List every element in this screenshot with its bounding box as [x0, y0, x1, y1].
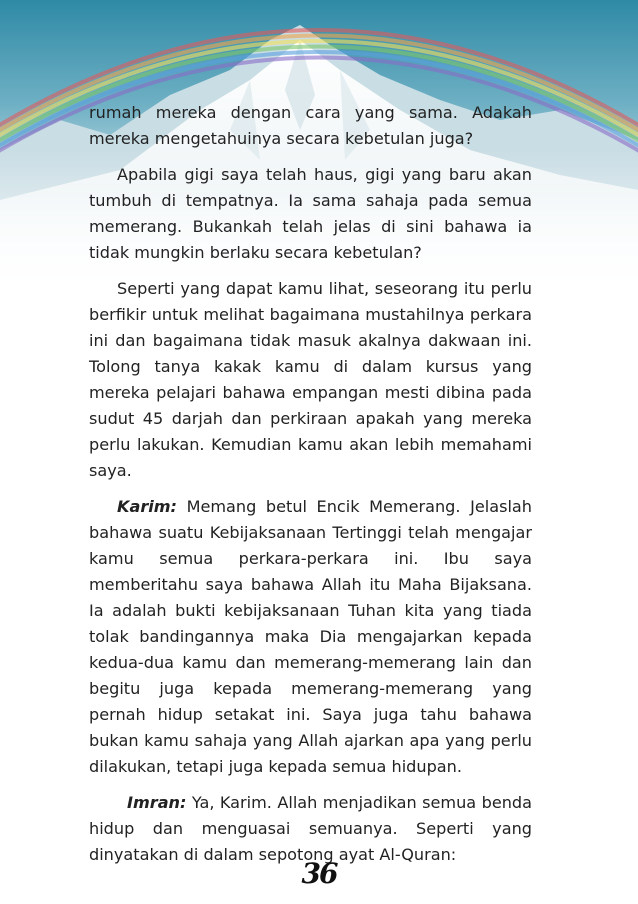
speaker-imran: Imran: [127, 793, 187, 812]
paragraph-4-text: Memang betul Encik Memerang. Jelaslah bahawa suatu Kebijaksanaan Tertinggi telah mengajar kamu semua perkara-perkara ini. Ibu saya memberitahu saya bahawa Allah itu Maha Bijaksana. Ia adalah bukti kebijaksanaan Tuhan kita yang tiada tolak bandingannya maka Dia mengajarkan kepada kedua-dua kamu dan memerang-memerang lain dan begitu juga kepada memerang-memerang yang pernah hidup setakat ini. Saya juga tahu bahawa bukan kamu sahaja yang Allah ajarkan apa yang perlu dilakukan, tetapi juga kepada semua hidupan. [89, 497, 532, 776]
speaker-karim: Karim: [117, 497, 177, 516]
paragraph-1-line-2: mereka mengetahuinya secara kebetulan juga? [89, 129, 474, 148]
paragraph-1-line-1: rumah mereka dengan cara yang sama. Adakah [89, 103, 532, 122]
paragraph-1 [89, 100, 532, 152]
paragraph-3-text: Seperti yang dapat kamu lihat, seseorang itu perlu berfikir untuk melihat bagaimana mustahilnya perkara ini dan bagaimana tidak masuk akalnya dakwaan ini. Tolong tanya kakak kamu di dalam kursus yang mereka pelajari bahawa empangan mesti dibina pada sudut 45 darjah dan perkiraan apakah yang mereka perlu lakukan. Kemudian kamu akan lebih memahami saya. [89, 279, 532, 480]
paragraph-4 [89, 494, 532, 780]
paragraph-2-text: Apabila gigi saya telah haus, gigi yang baru akan tumbuh di tempatnya. Ia sama sahaja pada semua memerang. Bukankah telah jelas di sini bahawa ia tidak mungkin berlaku secara kebetulan? [89, 165, 532, 262]
paragraph-5-text: Ya, Karim. Allah menjadikan semua benda hidup dan menguasai semuanya. Seperti yang dinyatakan di dalam sepotong ayat Al-Quran: [89, 793, 532, 864]
body-text [89, 100, 532, 878]
page-number: 36 [301, 857, 337, 890]
paragraph-2 [89, 162, 532, 266]
paragraph-3 [89, 276, 532, 484]
